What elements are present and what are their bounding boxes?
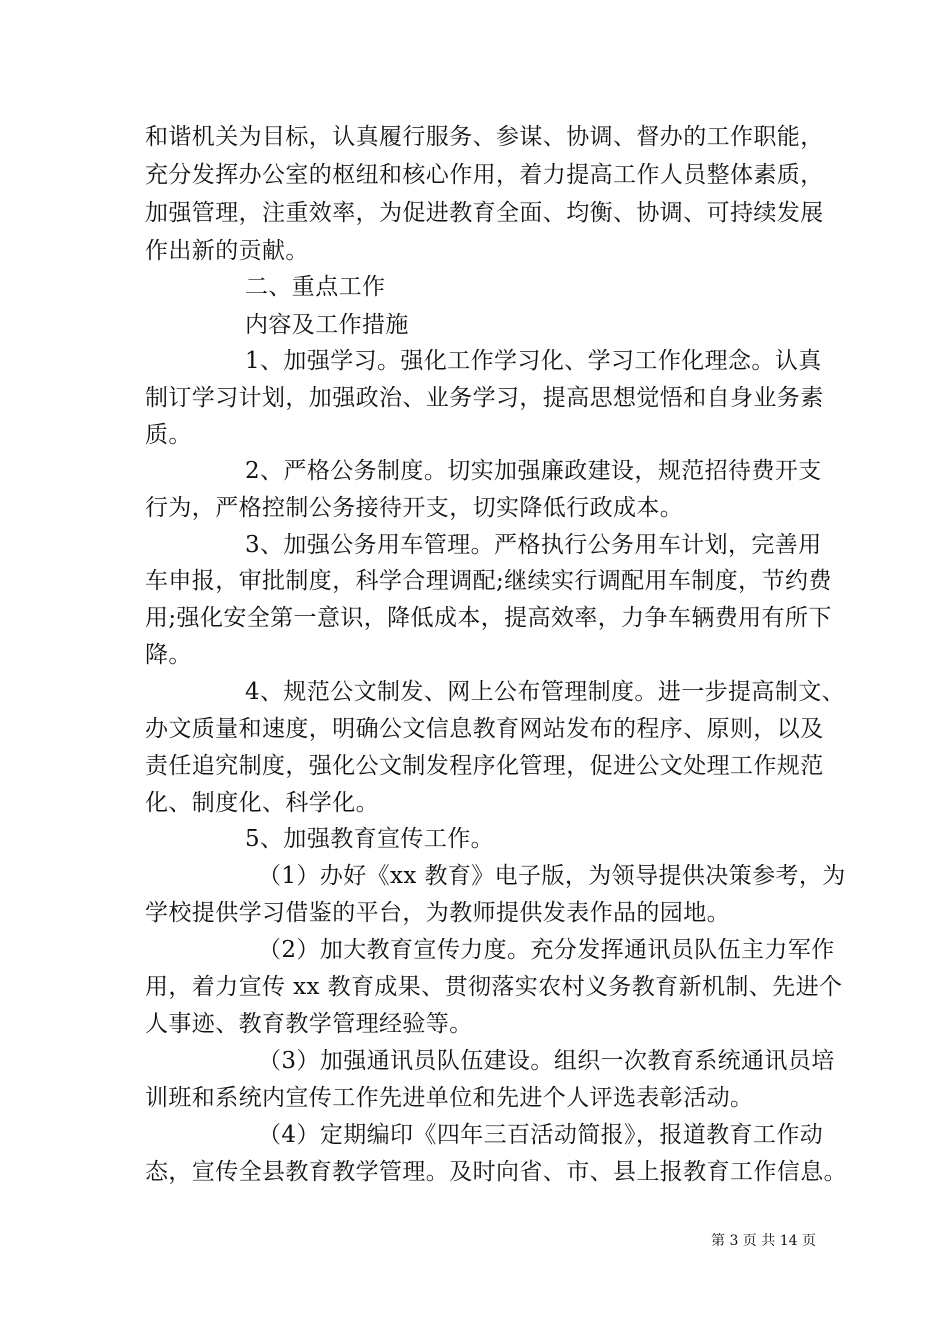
paragraph-line: 5、加强教育宣传工作。 [245,826,495,852]
paragraph-line: 2、严格公务制度。切实加强廉政建设，规范招待费开支 [245,458,822,484]
paragraph-line: 加强管理，注重效率，为促进教育全面、均衡、协调、可持续发展 [145,200,824,226]
paragraph-line: 充分发挥办公室的枢纽和核心作用，着力提高工作人员整体素质， [145,162,824,188]
paragraph-line: 学校提供学习借鉴的平台，为教师提供发表作品的园地。 [145,900,730,926]
paragraph-line: 行为，严格控制公务接待开支，切实降低行政成本。 [145,495,684,521]
paragraph-line: 化、制度化、科学化。 [145,790,379,816]
paragraph-line: 人事迹、教育教学管理经验等。 [145,1011,473,1037]
paragraph-line: 办文质量和速度，明确公文信息教育网站发布的程序、原则，以及 [145,716,824,742]
paragraph-line: 3、加强公务用车管理。严格执行公务用车计划，完善用 [245,532,822,558]
paragraph-line: （4）定期编印《四年三百活动简报》，报道教育工作动 [258,1122,824,1148]
paragraph-line: 1、加强学习。强化工作学习化、学习工作化理念。认真 [245,348,822,374]
section-subheading: 内容及工作措施 [245,312,409,338]
paragraph-line: 制订学习计划，加强政治、业务学习，提高思想觉悟和自身业务素 [145,385,824,411]
paragraph-line: 责任追究制度，强化公文制发程序化管理，促进公文处理工作规范 [145,753,824,779]
paragraph-line: 用，着力宣传 xx 教育成果、贯彻落实农村义务教育新机制、先进个 [145,974,843,1000]
paragraph-line: 用;强化安全第一意识，降低成本，提高效率，力争车辆费用有所下 [145,605,832,631]
paragraph-line: 车申报，审批制度，科学合理调配;继续实行调配用车制度，节约费 [145,568,832,594]
paragraph-line: （3）加强通讯员队伍建设。组织一次教育系统通讯员培 [258,1048,835,1074]
paragraph-line: 训班和系统内宣传工作先进单位和先进个人评选表彰活动。 [145,1085,754,1111]
paragraph-line: 质。 [145,422,192,448]
page-number-footer: 第 3 页 共 14 页 [711,1233,816,1249]
paragraph-line: 降。 [145,642,192,668]
paragraph-line: （2）加大教育宣传力度。充分发挥通讯员队伍主力军作 [258,937,835,963]
paragraph-line: 4、规范公文制发、网上公布管理制度。进一步提高制文、 [245,679,846,705]
paragraph-line: 作出新的贡献。 [145,238,309,264]
paragraph-line: 态，宣传全县教育教学管理。及时向省、市、县上报教育工作信息。 [145,1159,847,1185]
section-heading: 二、重点工作 [245,274,386,300]
paragraph-line: （1）办好《xx 教育》电子版，为领导提供决策参考，为 [258,863,846,889]
paragraph-line: 和谐机关为目标，认真履行服务、参谋、协调、督办的工作职能， [145,124,824,150]
